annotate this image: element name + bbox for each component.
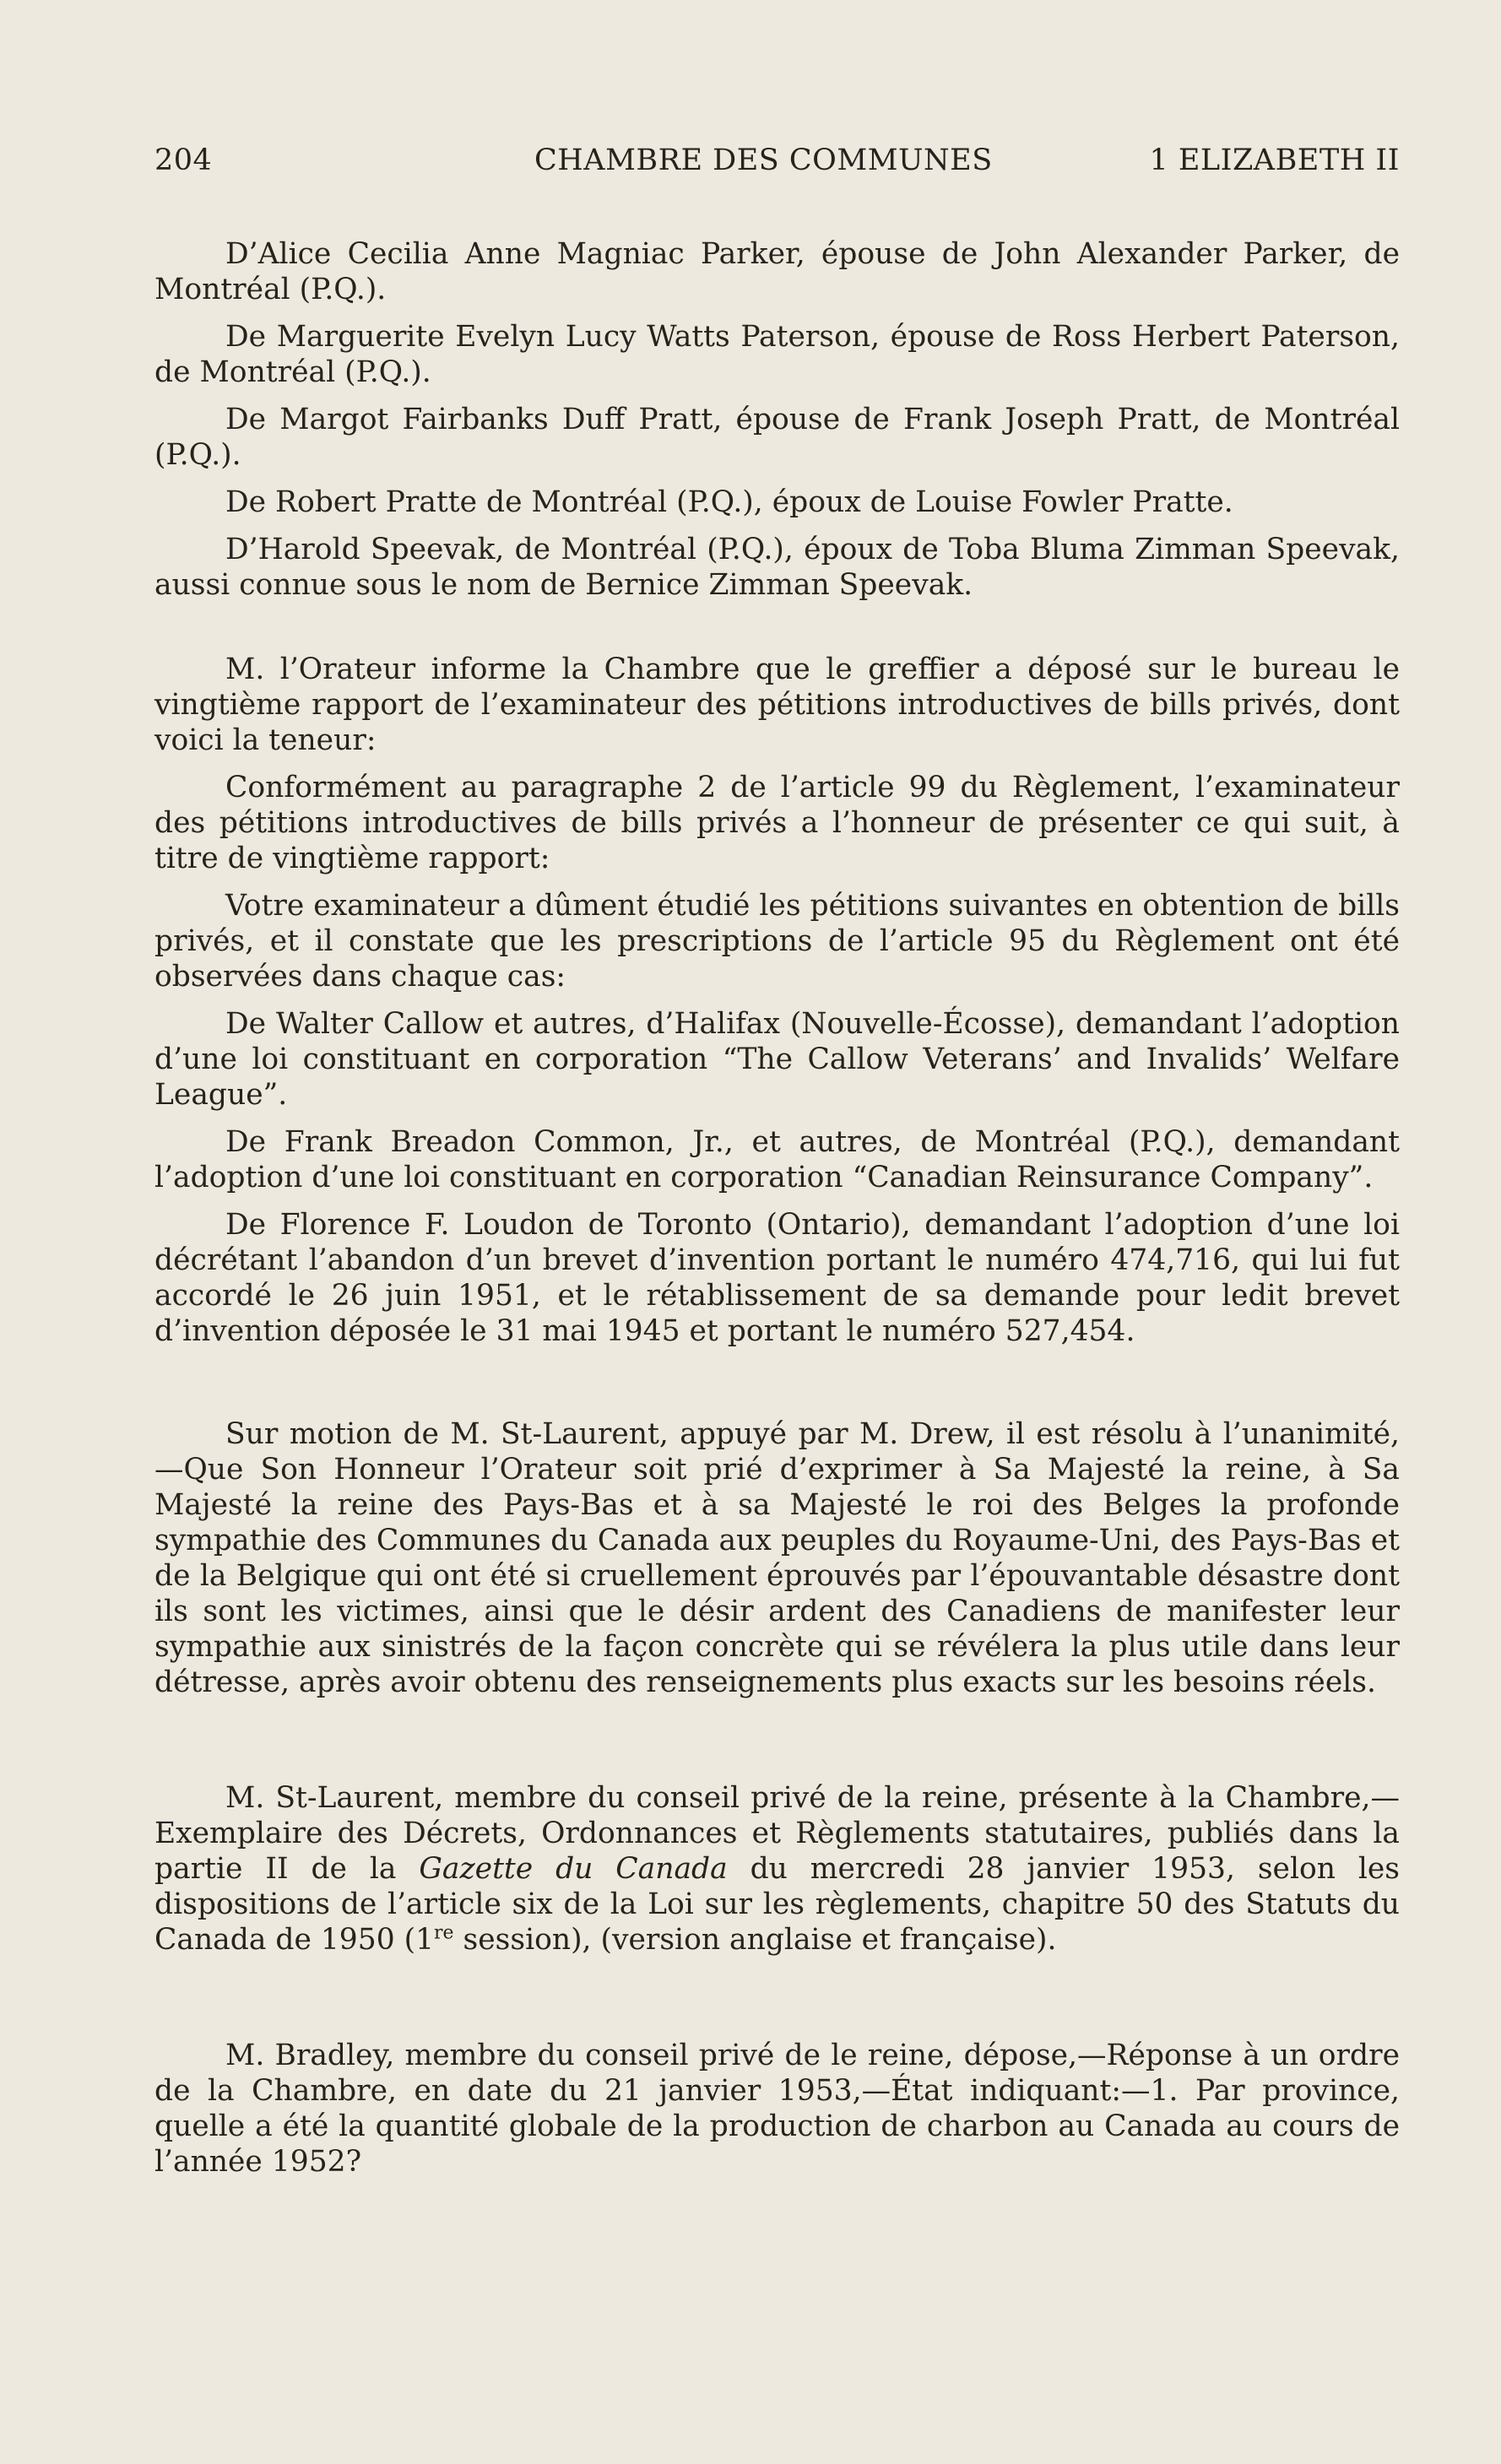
gazette-title: Gazette du Canada: [419, 1852, 728, 1886]
tabling-text-a: M. St-Laurent, membre du conseil privé de la reine, présente à la Chambre,—Exemplaire des Décrets, Ordonnances et Règlements statutaires, publiés dans la partie II de la: [154, 1781, 1400, 1886]
page-number: 204: [154, 144, 213, 177]
header-title: CHAMBRE DES COMMUNES: [534, 144, 993, 177]
tabling-text-c: session), (version anglaise et française).: [453, 1923, 1057, 1957]
petition-common: De Frank Breadon Common, Jr., et autres, de Montréal (P.Q.), demandant l’adoption d’une loi constituant en corporation “Canadian Reinsurance Company”.: [154, 1125, 1400, 1194]
st-laurent-tabling: [154, 1780, 1400, 1958]
header-reign: 1 ELIZABETH II: [1149, 144, 1400, 177]
petition-margot-pratt: De Margot Fairbanks Duff Pratt, épouse de Frank Joseph Pratt, de Montréal (P.Q.).: [154, 403, 1400, 472]
report-statement: Votre examinateur a dûment étudié les pétitions suivantes en obtention de bills privés, et il constate que les prescriptions de l’article 95 du Règlement ont été observées dans chaque cas:: [154, 889, 1400, 994]
petition-speevak: D’Harold Speevak, de Montréal (P.Q.), époux de Toba Bluma Zimman Speevak, aussi connue sous le nom de Bernice Zimman Speevak.: [154, 533, 1400, 602]
report-intro: Conformément au paragraphe 2 de l’article 99 du Règlement, l’examinateur des pétitions introductives de bills privés a l’honneur de présenter ce qui suit, à titre de vingtième rapport:: [154, 771, 1400, 875]
running-header: [154, 144, 1400, 194]
petition-loudon: De Florence F. Loudon de Toronto (Ontario), demandant l’adoption d’une loi décrétant l’abandon d’un brevet d’invention portant le numéro 474,716, qui lui fut accordé le 26 juin 1951, et le rétablissement de sa demande pour ledit brevet d’invention déposée le 31 mai 1945 et portant le numéro 527,454.: [154, 1208, 1400, 1348]
petition-robert-pratte: De Robert Pratte de Montréal (P.Q.), époux de Louise Fowler Pratte.: [225, 485, 1233, 519]
journal-page: [154, 144, 1400, 2191]
petition-paterson: De Marguerite Evelyn Lucy Watts Paterson, épouse de Ross Herbert Paterson, de Montréal (P.Q.).: [154, 320, 1400, 389]
sympathy-motion: Sur motion de M. St-Laurent, appuyé par M. Drew, il est résolu à l’unanimité,—Que Son Honneur l’Orateur soit prié d’exprimer à Sa Majesté la reine, à Sa Majesté la reine des Pays-Bas et à sa Majesté le roi des Belges la profonde sympathie des Communes du Canada aux peuples du Royaume-Uni, des Pays-Bas et de la Belgique qui ont été si cruellement éprouvés par l’épouvantable désastre dont ils sont les victimes, ainsi que le désir ardent des Canadiens de manifester leur sympathie aux sinistrés de la façon concrète qui se révélera la plus utile dans leur détresse, après avoir obtenu des renseignements plus exacts sur les besoins réels.: [154, 1417, 1400, 1699]
session-superscript: re: [434, 1922, 454, 1944]
petition-parker: D’Alice Cecilia Anne Magniac Parker, épouse de John Alexander Parker, de Montréal (P.Q.).: [154, 237, 1400, 306]
tabling-text-b: du mercredi 28 janvier 1953, selon les dispositions de l’article six de la Loi sur les règlements, chapitre 50 des Statuts du Canada de 1950 (1: [154, 1852, 1401, 1957]
speaker-announcement: M. l’Orateur informe la Chambre que le greffier a déposé sur le bureau le vingtième rapport de l’examinateur des pétitions introductives de bills privés, dont voici la teneur:: [154, 653, 1400, 757]
page-body: [154, 236, 1400, 2180]
petition-callow: De Walter Callow et autres, d’Halifax (Nouvelle-Écosse), demandant l’adoption d’une loi constituant en corporation “The Callow Veterans’ and Invalids’ Welfare League”.: [154, 1007, 1400, 1112]
bradley-return: M. Bradley, membre du conseil privé de le reine, dépose,—Réponse à un ordre de la Chambre, en date du 21 janvier 1953,—État indiquant:—1. Par province, quelle a été la quantité globale de la production de charbon au Canada au cours de l’année 1952?: [154, 2039, 1400, 2179]
